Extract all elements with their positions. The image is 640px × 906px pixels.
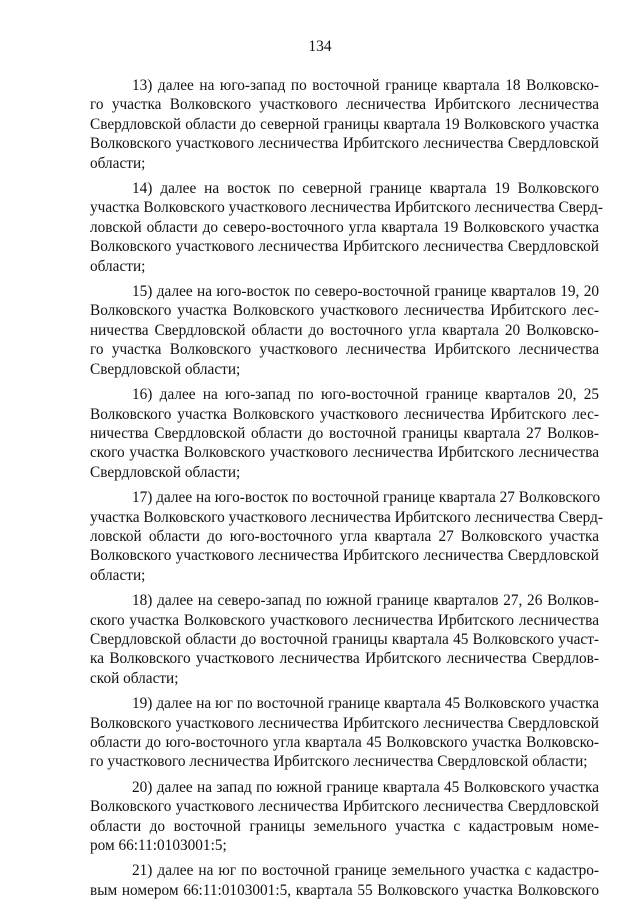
text-line: участка Волковского участкового лесничества Ирбитского лесничества Сверд- — [90, 199, 603, 217]
text-line: 13) далее на юго-запад по восточной границе квартала 18 Волковско- — [132, 77, 599, 94]
paragraph-20 — [90, 778, 599, 856]
text-line: го участка Волковского участкового лесничества Ирбитского лесничества — [90, 341, 599, 359]
text-line: ничества Свердловской области до восточной границы квартала 27 Волков- — [90, 424, 599, 442]
text-line: Свердловской области до северной границы квартала 19 Волковского участка — [90, 115, 599, 133]
text-line: ничества Свердловской области до восточного угла квартала 20 Волковско- — [90, 321, 599, 339]
text-line: Свердловской области до восточной границы квартала 45 Волковского участ- — [90, 630, 599, 648]
text-line: 17) далее на юго-восток по восточной границе квартала 27 Волковского — [132, 489, 601, 507]
text-line: 20) далее на запад по южной границе квартала 45 Волковского участка — [132, 778, 599, 796]
text-line: Волковского участкового лесничества Ирбитского лесничества Свердловской — [90, 238, 599, 256]
text-line: ского участка Волковского участкового лесничества Ирбитского лесничества — [90, 444, 599, 462]
text-line: области до восточной границы земельного участка с кадастровым номе- — [90, 817, 599, 835]
text-line: вым номером 66:11:0103001:5, квартала 55 Волковского участка Волковского — [90, 881, 599, 899]
text-line: Волковского участка Волковского участкового лесничества Ирбитского лес- — [90, 405, 599, 423]
text-line: ловской области до северо-восточного угла квартала 19 Волковского участка — [90, 218, 599, 236]
document-body — [90, 76, 603, 906]
text-line: 21) далее на юг по восточной границе земельного участка с кадастро- — [132, 862, 599, 880]
text-line: области; — [90, 566, 146, 584]
text-line: 19) далее на юг по восточной границе квартала 45 Волковского участка — [132, 695, 599, 713]
paragraph-14 — [90, 179, 603, 276]
text-line: ловской области до юго-восточного угла квартала 27 Волковского участка — [90, 527, 599, 545]
text-line: Свердловской области; — [90, 463, 241, 481]
text-line: Свердловской области; — [90, 360, 241, 378]
text-line: ром 66:11:0103001:5; — [90, 837, 227, 855]
paragraph-18 — [90, 591, 599, 688]
text-line: го участкового лесничества Ирбитского лесничества Свердловской области; — [90, 753, 588, 771]
page-number: 134 — [308, 38, 332, 55]
text-line: 14) далее на восток по северной границе квартала 19 Волковского — [132, 180, 599, 198]
paragraph-15 — [90, 282, 599, 379]
text-line: Волковского участка Волковского участкового лесничества Ирбитского лес- — [90, 302, 599, 320]
text-line: 15) далее на юго-восток по северо-восточной границе кварталов 19, 20 — [132, 283, 599, 301]
paragraph-13 — [90, 76, 599, 173]
paragraph-16 — [90, 385, 599, 482]
text-line: Волковского участкового лесничества Ирбитского лесничества Свердловской — [90, 135, 599, 153]
text-line: области; — [90, 257, 146, 275]
text-line: области до юго-восточного угла квартала 45 Волковского участка Волковско- — [90, 734, 599, 751]
paragraph-21 — [90, 861, 599, 900]
text-line: Волковского участкового лесничества Ирбитского лесничества Свердловской — [90, 798, 599, 816]
text-line: участка Волковского участкового лесничества Ирбитского лесничества Сверд- — [90, 508, 603, 526]
text-line: Волковского участкового лесничества Ирбитского лесничества Свердловской — [90, 714, 599, 732]
paragraph-19 — [90, 694, 599, 772]
text-line: ка Волковского участкового лесничества Ирбитского лесничества Свердлов- — [90, 650, 599, 668]
text-line: Волковского участкового лесничества Ирбитского лесничества Свердловской — [90, 547, 599, 565]
text-line: го участка Волковского участкового лесничества Ирбитского лесничества — [90, 96, 599, 114]
text-line: 18) далее на северо-запад по южной границе кварталов 27, 26 Волков- — [132, 592, 599, 610]
text-line: ской области; — [90, 669, 179, 687]
text-line: ского участка Волковского участкового лесничества Ирбитского лесничества — [90, 611, 599, 629]
text-line: области; — [90, 154, 146, 172]
text-line: 16) далее на юго-запад по юго-восточной границе кварталов 20, 25 — [132, 386, 599, 404]
paragraph-17 — [90, 488, 603, 585]
